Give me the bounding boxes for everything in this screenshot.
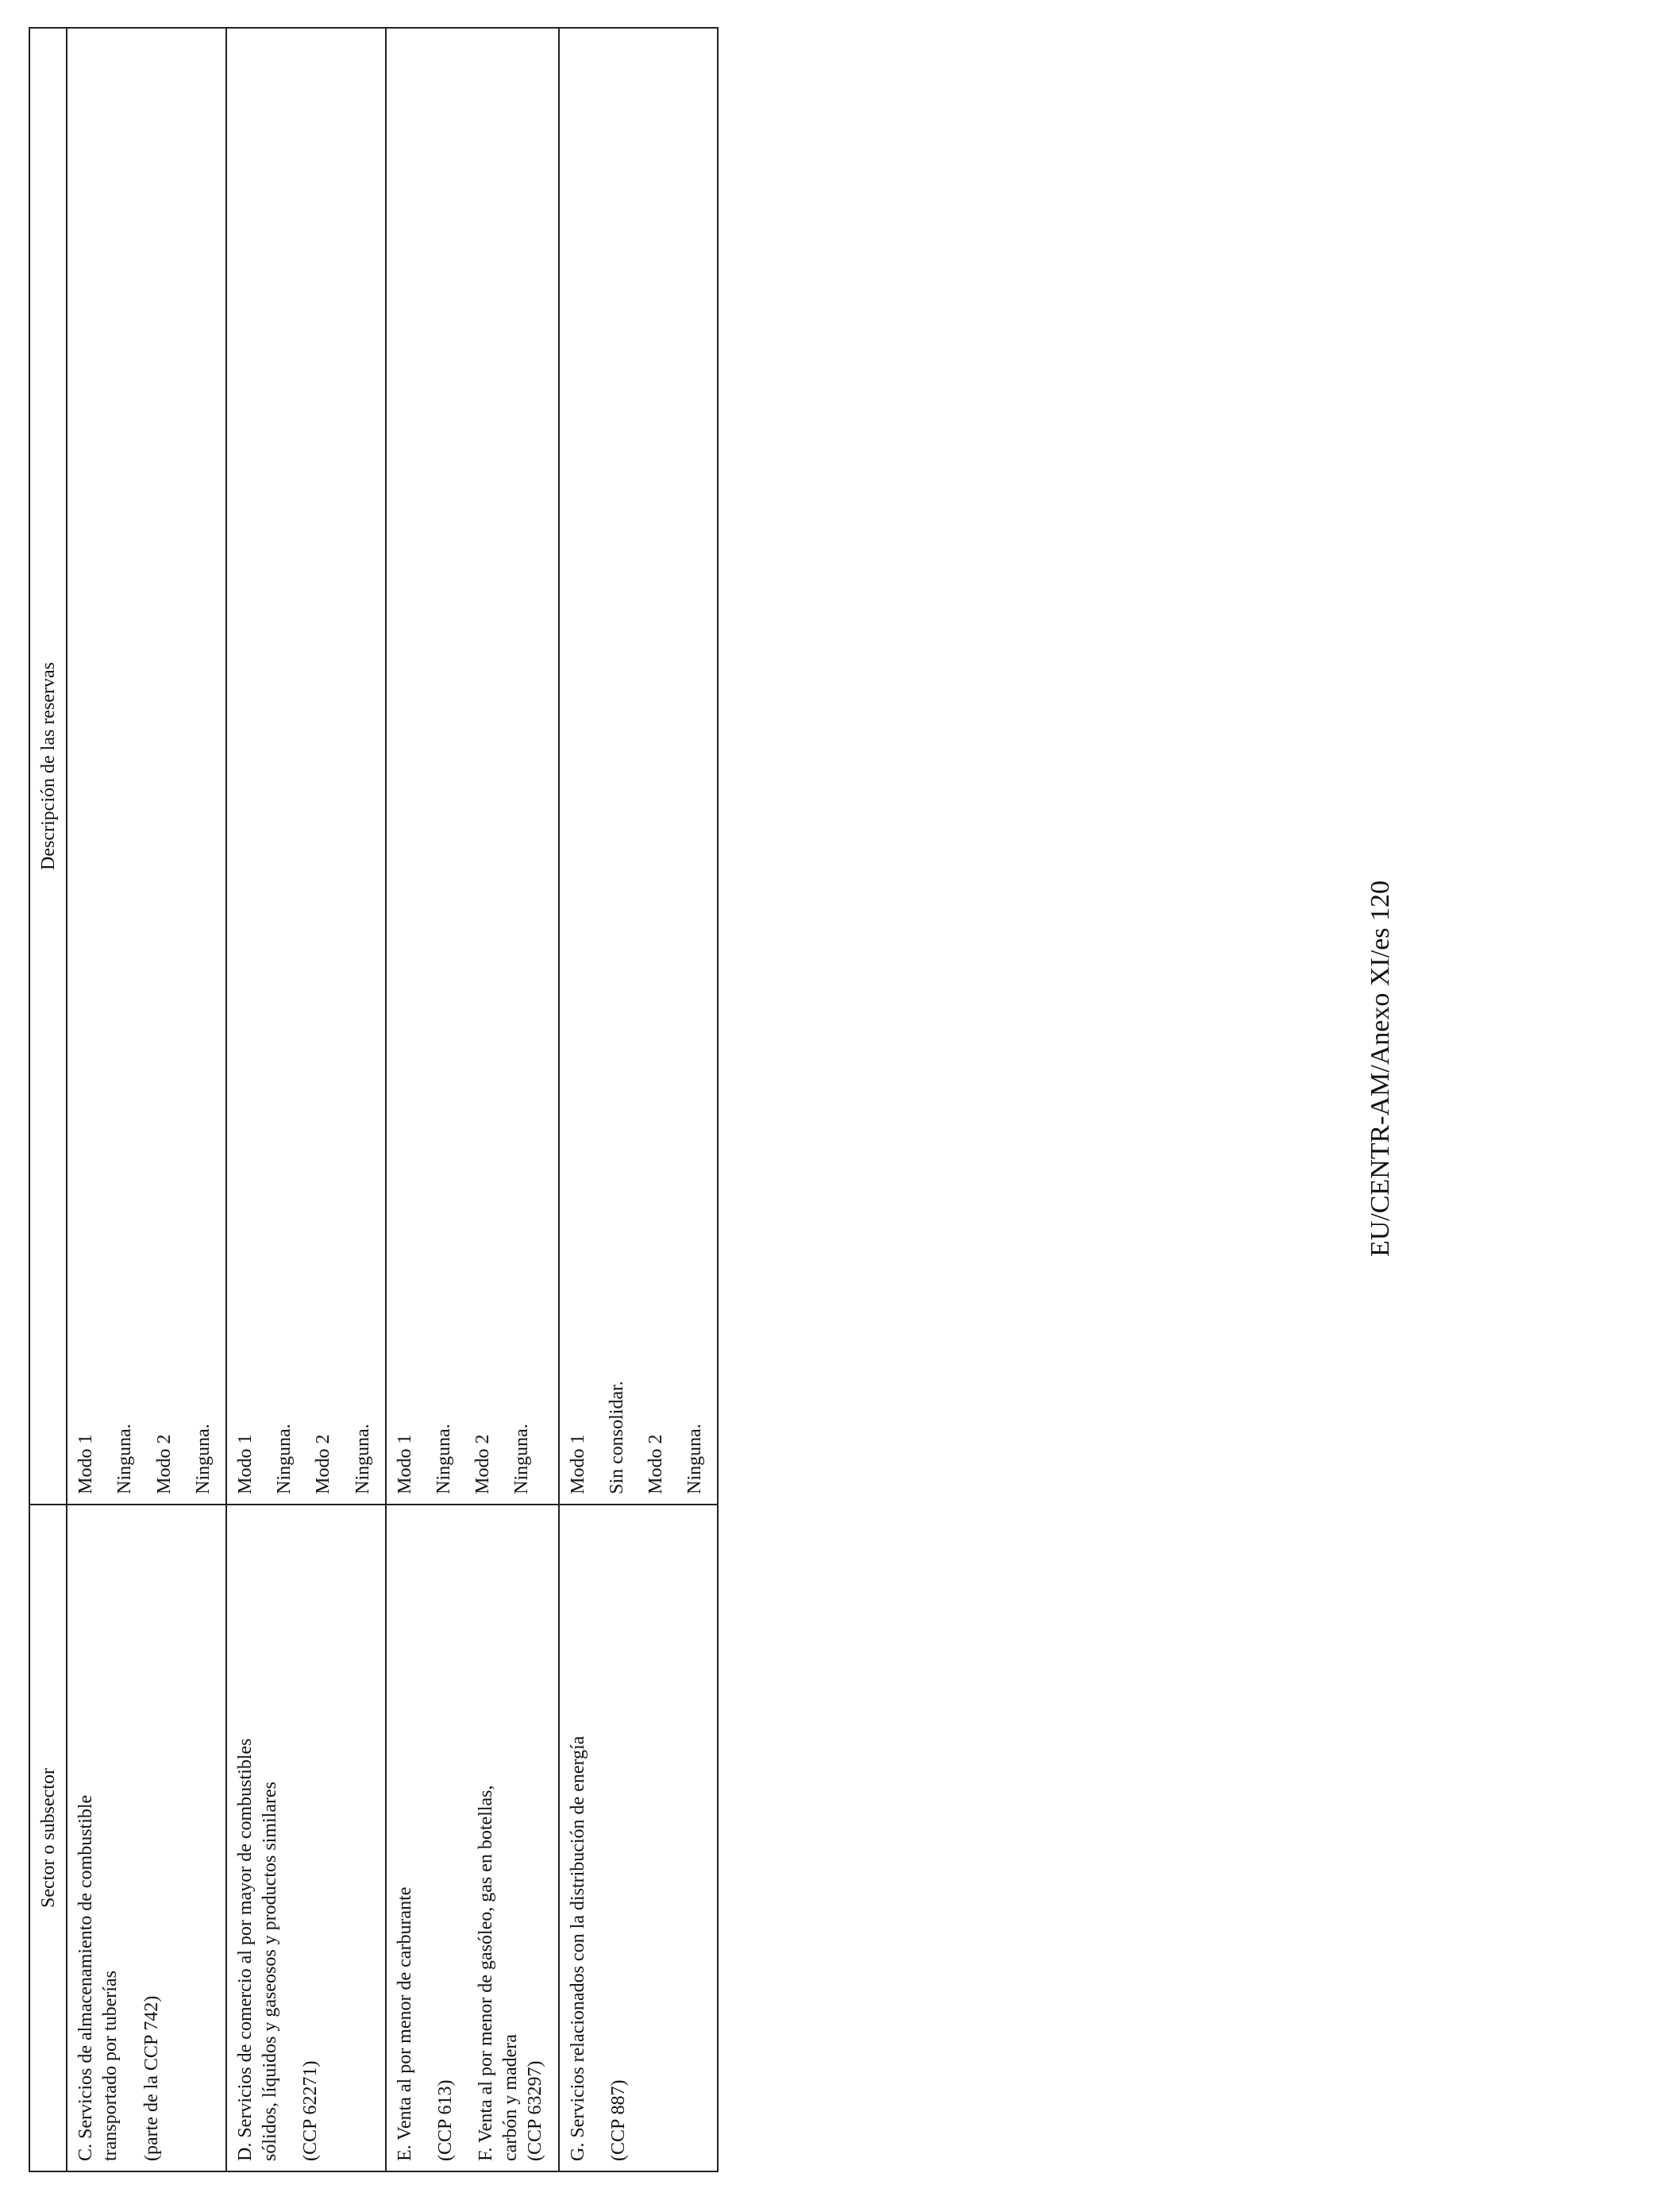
reservation-text: Sin consolidar. bbox=[606, 1381, 627, 1494]
mode-label: Modo 2 bbox=[313, 1434, 334, 1494]
mode-label: Modo 1 bbox=[394, 1434, 415, 1494]
reservation-text: Ninguna. bbox=[352, 1424, 373, 1494]
description-cell bbox=[386, 28, 559, 1505]
reservation-text: Ninguna. bbox=[511, 1424, 533, 1494]
description-cell bbox=[67, 28, 226, 1505]
mode-label: Modo 2 bbox=[472, 1434, 494, 1494]
reservation-text: Ninguna. bbox=[274, 1424, 295, 1494]
sector-cell bbox=[67, 1505, 226, 2171]
mode-label: Modo 1 bbox=[75, 1434, 97, 1494]
mode-label: Modo 1 bbox=[234, 1434, 256, 1494]
table-header-row bbox=[29, 28, 67, 2171]
sector-column-header: Sector o subsector bbox=[29, 1505, 67, 2171]
sector-text: D. Servicios de comercio al por mayor de combustibles bbox=[234, 1738, 256, 2161]
sector-text: carbón y madera bbox=[500, 2034, 522, 2161]
sector-code: (parte de la CCP 742) bbox=[141, 1995, 162, 2161]
mode-label: Modo 2 bbox=[153, 1434, 175, 1494]
table-row bbox=[226, 28, 386, 2171]
reservation-text: Ninguna. bbox=[192, 1424, 214, 1494]
table-row bbox=[559, 28, 719, 2171]
mode-label: Modo 2 bbox=[645, 1434, 666, 1494]
description-cell bbox=[226, 28, 386, 1505]
sector-cell bbox=[559, 1505, 719, 2171]
sector-code: (CCP 62271) bbox=[300, 2060, 322, 2161]
table-row bbox=[67, 28, 226, 2171]
sector-text: sólidos, líquidos y gaseosos y productos similares bbox=[260, 1782, 281, 2161]
sector-text: transportado por tuberías bbox=[100, 1971, 121, 2161]
sector-code: (CCP 613) bbox=[434, 2079, 456, 2161]
sector-cell bbox=[386, 1505, 559, 2171]
sector-cell bbox=[226, 1505, 386, 2171]
sector-text: F. Venta al por menor de gasóleo, gas en botellas, bbox=[476, 1785, 497, 2161]
reservation-text: Ninguna. bbox=[433, 1424, 454, 1494]
sector-code: (CCP 63297) bbox=[525, 2060, 546, 2161]
reservation-text: Ninguna. bbox=[684, 1424, 706, 1494]
sector-code: (CCP 887) bbox=[607, 2079, 629, 2161]
description-cell bbox=[559, 28, 719, 1505]
sector-text: E. Venta al por menor de carburante bbox=[394, 1886, 415, 2161]
description-column-header: Descripción de las reservas bbox=[29, 28, 67, 1505]
mode-label: Modo 1 bbox=[567, 1434, 588, 1494]
sector-text: G. Servicios relacionados con la distribución de energía bbox=[567, 1736, 588, 2161]
document-reference-footer: EU/CENTR-AM/Anexo XI/es 120 bbox=[1366, 880, 1395, 1258]
table-row bbox=[386, 28, 559, 2171]
sector-text: C. Servicios de almacenamiento de combustible bbox=[75, 1794, 97, 2161]
reservations-table bbox=[29, 27, 719, 2172]
reservation-text: Ninguna. bbox=[114, 1424, 136, 1494]
